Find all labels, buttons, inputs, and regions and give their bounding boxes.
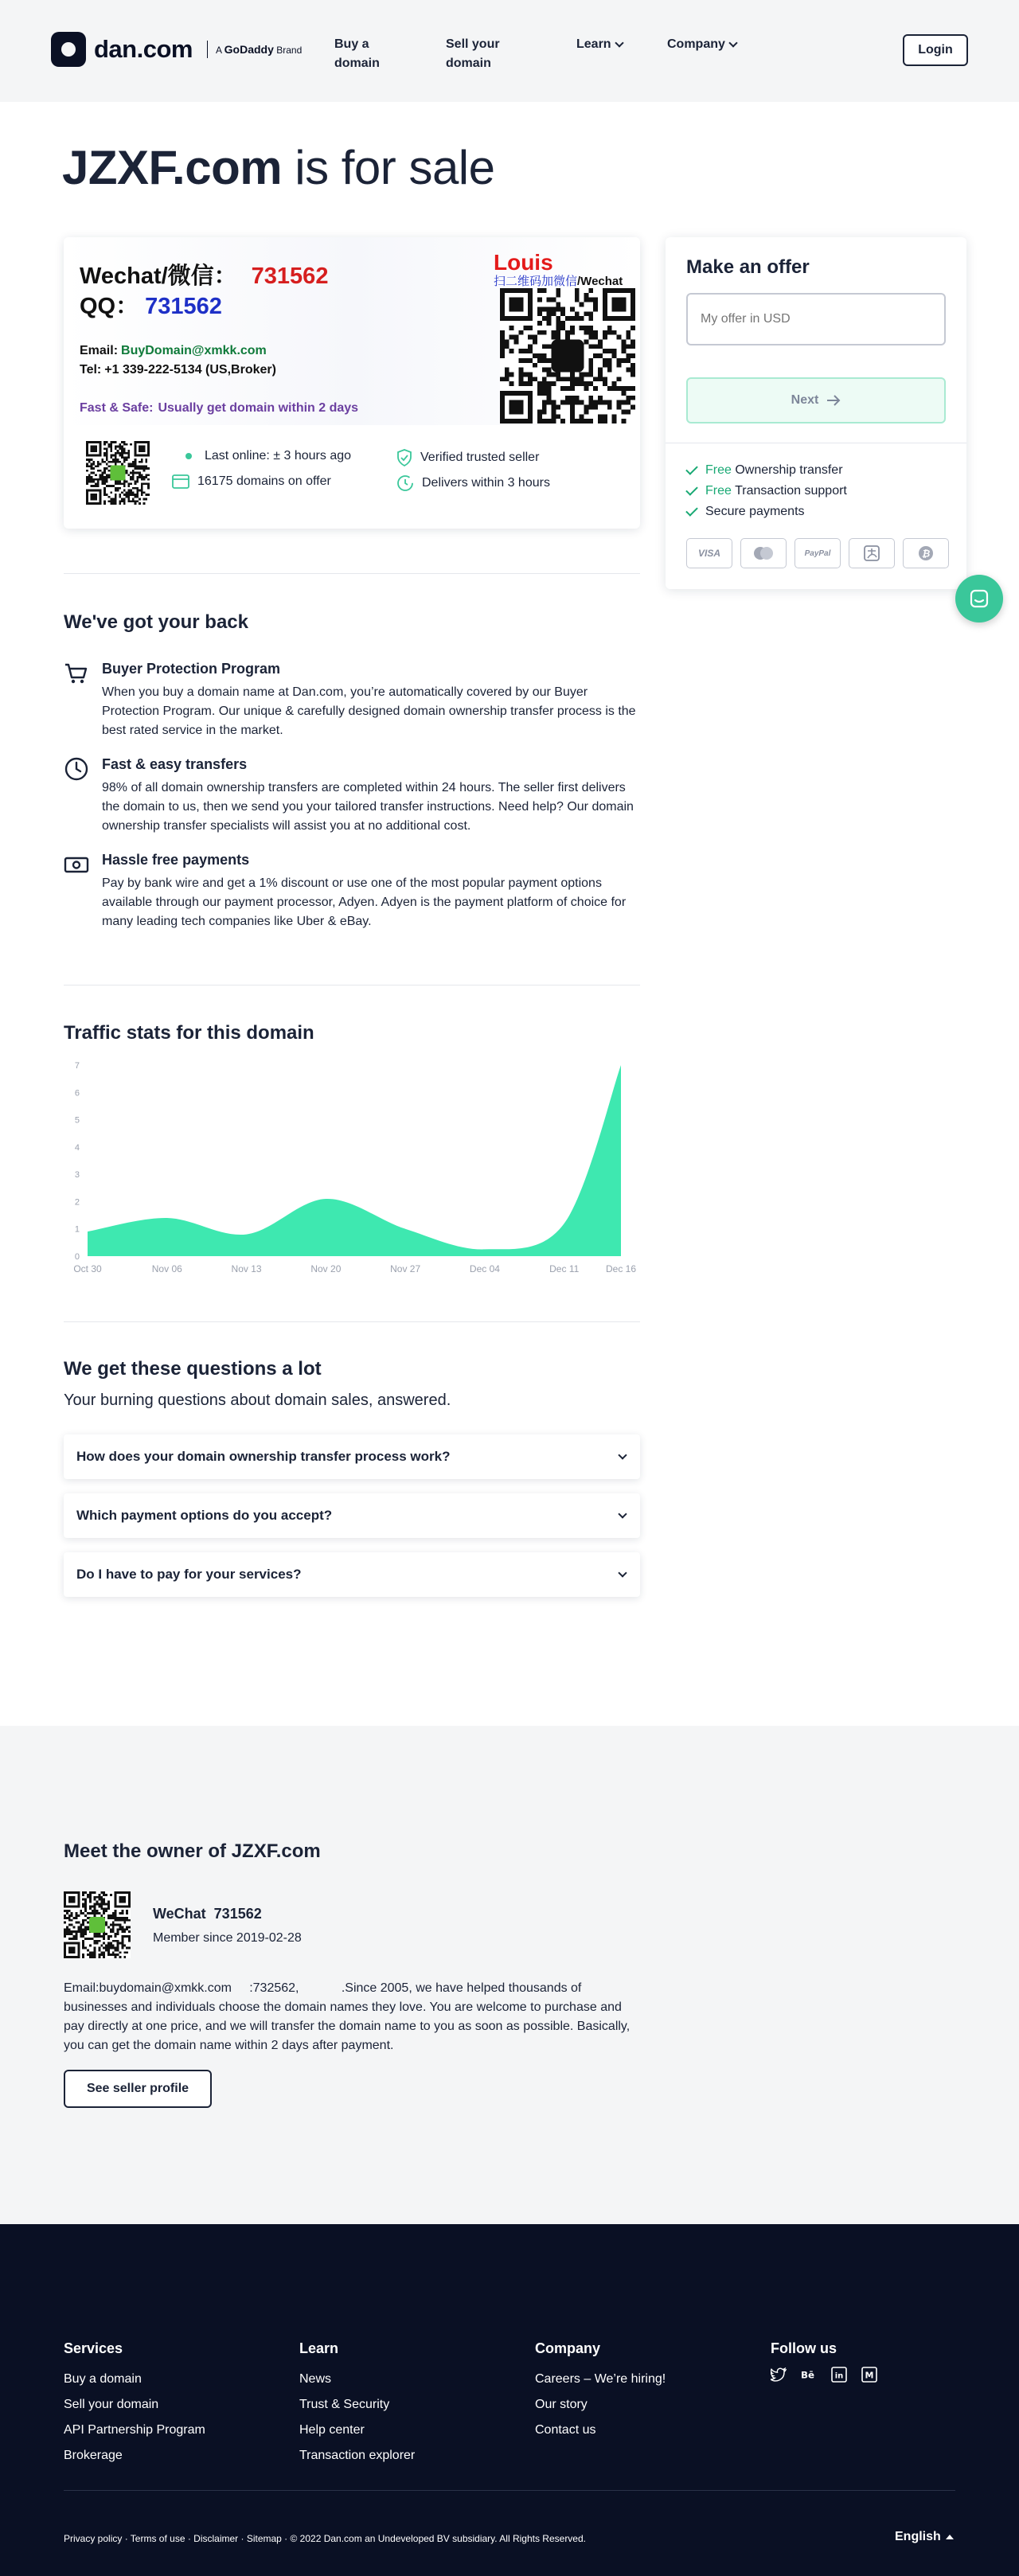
feature-secure: Secure payments	[686, 505, 805, 519]
feature-transaction: Free Transaction support	[686, 484, 847, 498]
x-tick-label: Oct 30	[73, 1263, 102, 1274]
cash-icon	[64, 852, 89, 877]
x-tick-label: Nov 20	[310, 1263, 342, 1274]
footer-link[interactable]: API Partnership Program	[64, 2423, 205, 2437]
check-icon	[685, 483, 698, 496]
nav-sell-domain[interactable]: Sell your domain	[446, 37, 500, 70]
footer-link[interactable]: Brokerage	[64, 2449, 123, 2462]
svg-text:Bē: Bē	[801, 2369, 814, 2381]
payments-title: Hassle free payments	[102, 852, 250, 868]
y-tick-label: 3	[74, 1170, 80, 1181]
footer-heading: Company	[535, 2340, 601, 2356]
footer-follow	[771, 2340, 877, 2383]
mastercard-icon	[740, 538, 787, 568]
next-button[interactable]	[686, 377, 946, 423]
y-tick-label: 7	[74, 1061, 80, 1071]
shield-check-icon	[396, 449, 412, 466]
x-tick-label: Dec 04	[469, 1263, 500, 1274]
footer-link[interactable]: Transaction explorer	[299, 2449, 416, 2462]
owner-description: Email:buydomain@xmkk.com :732562, .Since 2005, we have helped thousands of businesses and individuals choose the domain names they love. You are welcome to purchase and pay directly at one price, and we will transfer the domain name to you as soon as possible. Basically, you can get the domain name within 2 days after payment.	[64, 1981, 634, 2052]
banner-qq: QQ： 731562	[80, 294, 222, 319]
see-seller-profile-button[interactable]: See seller profile	[64, 2070, 212, 2108]
banner-owner-name: Louis	[494, 250, 553, 275]
nav-company-label: Company	[667, 37, 725, 51]
protection-body: When you buy a domain name at Dan.com, you’re automatically covered by our Buyer Protection Program. Our unique & carefully designed domain ownership transfer process is the best rated service in the market.	[102, 685, 636, 737]
banner-fast-safe: Fast & Safe: Usually get domain within 2 days	[80, 401, 359, 415]
fast-transfers-item	[64, 756, 640, 844]
svg-text:M: M	[865, 2370, 874, 2381]
check-icon	[685, 463, 698, 475]
nav-learn-label: Learn	[576, 37, 611, 51]
title-suffix: is for sale	[295, 141, 495, 194]
faq-subtitle: Your burning questions about domain sales, answered.	[64, 1391, 451, 1409]
footer-link[interactable]: Careers – We’re hiring!	[535, 2372, 666, 2386]
footer-company	[535, 2340, 666, 2443]
x-tick-label: Nov 27	[390, 1263, 421, 1274]
domains-list-icon	[172, 474, 189, 489]
bitcoin-icon	[903, 538, 949, 568]
transfers-body: 98% of all domain ownership transfers are completed within 24 hours. The seller first delivers the domain to us, then we send you your tailored transfer instructions. Need help? Our domain ownership transfer specialists will assist you at no additional cost.	[102, 781, 634, 833]
transfers-title: Fast & easy transfers	[102, 756, 248, 772]
owner-avatar	[64, 1891, 131, 1958]
dan-logo-icon	[51, 32, 86, 67]
x-tick-label: Nov 13	[231, 1263, 262, 1274]
faq-item[interactable]	[64, 1552, 640, 1597]
dan-logo[interactable]	[51, 32, 302, 67]
alipay-icon	[849, 538, 895, 568]
seller-banner	[64, 237, 640, 529]
linkedin-icon[interactable]	[831, 2367, 847, 2383]
footer-divider	[64, 2490, 955, 2491]
cart-icon	[64, 661, 89, 686]
faq-question: Which payment options do you accept?	[76, 1508, 333, 1523]
next-label: Next	[791, 393, 819, 407]
seller-avatar-qr	[86, 441, 150, 505]
footer-heading: Services	[64, 2340, 123, 2356]
chevron-down-icon	[618, 1568, 627, 1577]
domains-on-offer: 16175 domains on offer	[172, 474, 331, 489]
faq-item[interactable]	[64, 1493, 640, 1538]
nav-company[interactable]	[667, 35, 736, 54]
owner-title: Meet the owner of JZXF.com	[64, 1840, 321, 1862]
clock-icon	[64, 756, 89, 782]
x-tick-label: Dec 11	[549, 1263, 580, 1274]
banner-scan-caption: 扫二维码加微信/Wechat	[494, 275, 623, 288]
y-tick-label: 1	[74, 1224, 80, 1235]
svg-text:in: in	[834, 2371, 844, 2381]
footer-learn	[299, 2340, 415, 2469]
chevron-down-icon	[618, 1509, 627, 1518]
behance-icon[interactable]	[801, 2367, 817, 2383]
banner-tel: Tel: +1 339-222-5134 (US,Broker)	[80, 363, 276, 377]
traffic-area-series	[88, 1065, 621, 1256]
member-since: Member since 2019-02-28	[153, 1931, 302, 1945]
y-tick-label: 5	[74, 1115, 80, 1126]
svg-text:₿: ₿	[921, 548, 931, 560]
buyer-protection-item	[64, 661, 640, 748]
chevron-down-icon	[728, 38, 737, 47]
twitter-icon[interactable]	[771, 2367, 787, 2383]
hassle-free-payments-item	[64, 852, 640, 939]
faq-question: Do I have to pay for your services?	[76, 1567, 302, 1582]
footer-link[interactable]: Buy a domain	[64, 2372, 142, 2386]
banner-wechat: Wechat/微信： 731562	[80, 263, 329, 289]
nav-buy-domain[interactable]: Buy a domain	[334, 37, 380, 70]
arrow-right-icon	[826, 395, 841, 406]
site-header	[0, 0, 1019, 102]
x-tick-label: Nov 06	[151, 1263, 182, 1274]
y-tick-label: 2	[74, 1197, 80, 1208]
delivery-time: Delivers within 3 hours	[396, 474, 550, 492]
back-section-title: We've got your back	[64, 611, 248, 633]
chevron-down-icon	[615, 38, 623, 47]
chat-icon	[969, 588, 990, 609]
offer-amount-input[interactable]	[686, 293, 946, 345]
check-icon	[685, 504, 698, 517]
x-tick-label: Dec 16	[605, 1263, 637, 1274]
banner-image	[64, 237, 640, 425]
chevron-down-icon	[618, 1450, 627, 1459]
faq-question: How does your domain ownership transfer process work?	[76, 1449, 451, 1464]
language-selector[interactable]	[895, 2530, 954, 2544]
paypal-icon: PayPal	[795, 538, 841, 568]
visa-icon: VISA	[686, 538, 732, 568]
faq-title: We get these questions a lot	[64, 1358, 322, 1380]
y-tick-label: 6	[74, 1088, 80, 1099]
godaddy-brand: A GoDaddy Brand	[215, 43, 303, 56]
login-button[interactable]: Login	[903, 34, 968, 66]
nav-learn[interactable]	[576, 35, 623, 54]
domain-name: JZXF.com	[62, 141, 283, 194]
language-label: English	[895, 2530, 941, 2543]
verified-seller: Verified trusted seller	[396, 449, 539, 466]
protection-title: Buyer Protection Program	[102, 661, 281, 677]
footer-link[interactable]: Our story	[535, 2398, 588, 2411]
wechat-qr-code	[500, 288, 635, 423]
logo-text: dan.com	[94, 35, 193, 63]
owner-name: WeChat 731562	[153, 1906, 262, 1922]
traffic-title: Traffic stats for this domain	[64, 1022, 314, 1044]
page-title	[62, 140, 495, 195]
section-divider	[64, 985, 640, 986]
section-divider	[64, 573, 640, 574]
footer-link[interactable]: News	[299, 2372, 332, 2386]
social-links	[771, 2367, 877, 2383]
traffic-chart	[64, 1056, 640, 1278]
feature-ownership: Free Ownership transfer	[686, 463, 843, 478]
banner-email: Email: BuyDomain@xmkk.com	[80, 344, 267, 357]
online-dot-icon	[185, 453, 192, 459]
medium-icon[interactable]	[861, 2367, 877, 2383]
footer-link[interactable]: Sell your domain	[64, 2398, 159, 2411]
site-footer	[0, 2224, 1019, 2576]
y-tick-label: 0	[74, 1252, 80, 1262]
footer-heading: Learn	[299, 2340, 339, 2356]
owner-section	[0, 1726, 1019, 2224]
logo-divider	[207, 41, 208, 58]
payment-methods	[686, 538, 949, 568]
offer-card	[666, 237, 966, 589]
y-tick-label: 4	[74, 1142, 80, 1153]
footer-link[interactable]: Help center	[299, 2423, 365, 2437]
footer-heading: Follow us	[771, 2340, 837, 2356]
caret-up-icon	[946, 2535, 954, 2539]
faq-item[interactable]	[64, 1434, 640, 1479]
chat-button[interactable]	[955, 575, 1003, 623]
footer-services	[64, 2340, 205, 2469]
section-divider	[64, 1321, 640, 1322]
footer-link[interactable]: Trust & Security	[299, 2398, 390, 2411]
last-online: Last online: ± 3 hours ago	[182, 449, 351, 463]
payments-body: Pay by bank wire and get a 1% discount or use one of the most popular payment options available through our payment processor, Adyen. Adyen is the payment platform of choice for many leading tech companies like Uber & eBay.	[102, 876, 627, 928]
footer-legal: Privacy policy · Terms of use · Disclaimer · Sitemap · © 2022 Dan.com an Undeveloped BV subsidiary. All Rights Reserved.	[64, 2533, 586, 2544]
offer-title: Make an offer	[686, 256, 810, 278]
clock-refresh-icon	[396, 474, 414, 492]
footer-link[interactable]: Contact us	[535, 2423, 596, 2437]
